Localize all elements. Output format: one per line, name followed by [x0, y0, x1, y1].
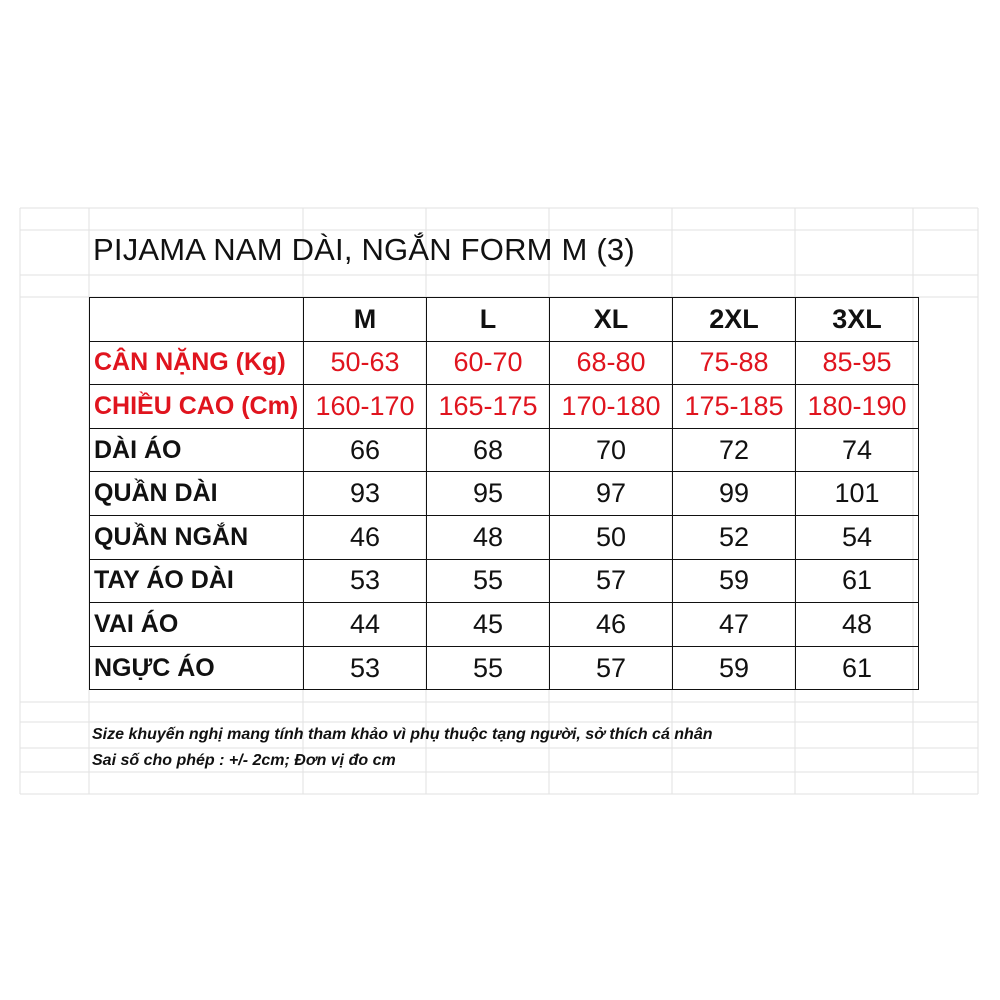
row-label-cell: DÀI ÁO	[90, 428, 304, 472]
row-label-cell: TAY ÁO DÀI	[90, 559, 304, 603]
row-label-cell: QUẦN NGẮN	[90, 515, 304, 559]
value-cell: 160-170	[304, 385, 427, 429]
value-cell: 70	[550, 428, 673, 472]
value-cell: 72	[673, 428, 796, 472]
value-cell: 68	[427, 428, 550, 472]
value-cell: 50-63	[304, 341, 427, 385]
size-chart-table	[89, 297, 919, 690]
value-cell: 101	[796, 472, 919, 516]
value-cell: 54	[796, 515, 919, 559]
value-cell: 57	[550, 646, 673, 690]
value-cell: 46	[304, 515, 427, 559]
value-cell: 85-95	[796, 341, 919, 385]
value-cell: 66	[304, 428, 427, 472]
table-title: PIJAMA NAM DÀI, NGẮN FORM M (3)	[93, 232, 635, 267]
size-header-cell: 3XL	[796, 298, 919, 342]
value-cell: 53	[304, 646, 427, 690]
value-cell: 52	[673, 515, 796, 559]
table-row	[90, 646, 919, 690]
value-cell: 53	[304, 559, 427, 603]
table-row	[90, 341, 919, 385]
value-cell: 61	[796, 559, 919, 603]
value-cell: 99	[673, 472, 796, 516]
value-cell: 59	[673, 646, 796, 690]
table-row	[90, 515, 919, 559]
value-cell: 75-88	[673, 341, 796, 385]
row-label-cell: QUẦN DÀI	[90, 472, 304, 516]
value-cell: 57	[550, 559, 673, 603]
table-header-row	[90, 298, 919, 342]
value-cell: 55	[427, 559, 550, 603]
size-header-cell: XL	[550, 298, 673, 342]
table-row	[90, 428, 919, 472]
value-cell: 47	[673, 603, 796, 647]
value-cell: 59	[673, 559, 796, 603]
footnote-recommendation: Size khuyến nghị mang tính tham khảo vì phụ thuộc tạng người, sở thích cá nhân	[92, 726, 713, 743]
value-cell: 61	[796, 646, 919, 690]
size-header-cell: M	[304, 298, 427, 342]
value-cell: 44	[304, 603, 427, 647]
table-row	[90, 603, 919, 647]
table-row	[90, 559, 919, 603]
row-label-cell: CÂN NẶNG (Kg)	[90, 341, 304, 385]
size-header-cell: L	[427, 298, 550, 342]
value-cell: 74	[796, 428, 919, 472]
table-row	[90, 385, 919, 429]
value-cell: 50	[550, 515, 673, 559]
value-cell: 170-180	[550, 385, 673, 429]
value-cell: 165-175	[427, 385, 550, 429]
size-header-cell: 2XL	[673, 298, 796, 342]
value-cell: 48	[427, 515, 550, 559]
value-cell: 60-70	[427, 341, 550, 385]
table-row	[90, 472, 919, 516]
row-label-cell: VAI ÁO	[90, 603, 304, 647]
value-cell: 55	[427, 646, 550, 690]
header-corner-cell	[90, 298, 304, 342]
footnotes	[92, 722, 713, 774]
footnote-tolerance: Sai số cho phép : +/- 2cm; Đơn vị đo cm	[92, 752, 396, 769]
value-cell: 175-185	[673, 385, 796, 429]
row-label-cell: CHIỀU CAO (Cm)	[90, 385, 304, 429]
value-cell: 46	[550, 603, 673, 647]
value-cell: 93	[304, 472, 427, 516]
value-cell: 180-190	[796, 385, 919, 429]
value-cell: 68-80	[550, 341, 673, 385]
value-cell: 45	[427, 603, 550, 647]
row-label-cell: NGỰC ÁO	[90, 646, 304, 690]
value-cell: 95	[427, 472, 550, 516]
value-cell: 48	[796, 603, 919, 647]
value-cell: 97	[550, 472, 673, 516]
